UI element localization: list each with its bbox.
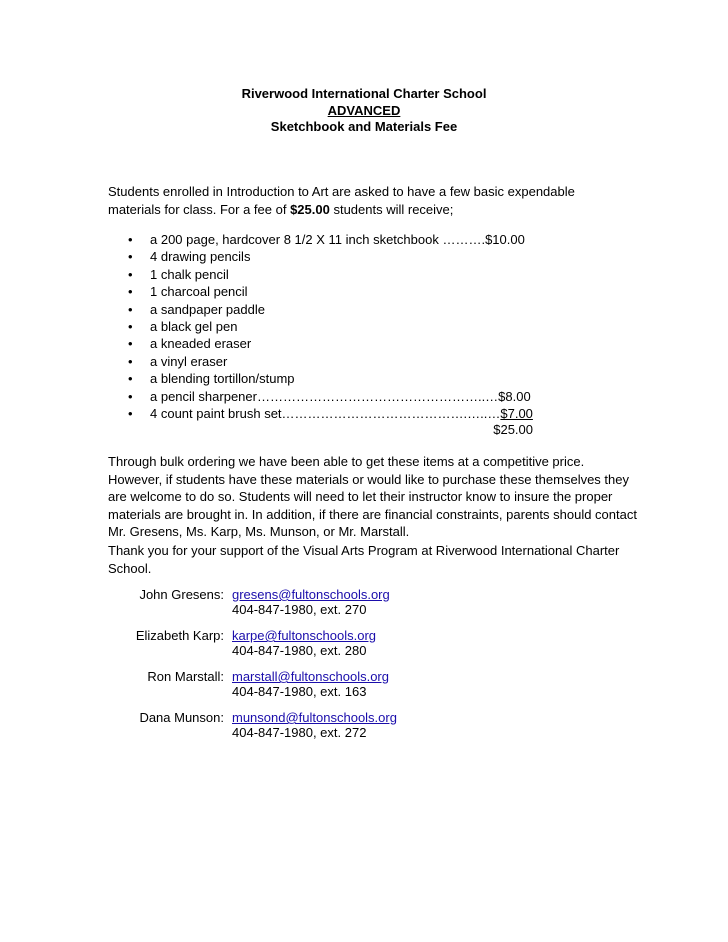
- list-item: [108, 318, 548, 335]
- document-header: [0, 86, 728, 136]
- item-text: a sandpaper paddle: [150, 301, 265, 317]
- bulk-order-paragraph: Through bulk ordering we have been able to get these items at a competitive price. However, if students have these materials or would like to purchase these themselves they are welcome to do so. Students will need to let their instructor know to insure the proper materials are brought in. In addition, if there are financial constraints, parents should contact Mr. Gresens, Ms. Karp, Ms. Munson, or Mr. Marstall.: [108, 454, 637, 539]
- contact-phone: 404-847-1980, ext. 163: [232, 684, 367, 699]
- bullet-icon: •: [128, 249, 133, 265]
- bullet-icon: •: [128, 266, 133, 282]
- list-item: [108, 283, 548, 300]
- list-item: [108, 388, 548, 405]
- item-text: a blending tortillon/stump: [150, 371, 295, 387]
- item-text: 1 charcoal pencil: [150, 284, 248, 300]
- bullet-icon: •: [128, 284, 133, 300]
- contact-name: Ron Marstall:: [147, 669, 224, 684]
- fee-title: Sketchbook and Materials Fee: [270, 119, 458, 134]
- list-item: [108, 370, 548, 387]
- item-text: 1 chalk pencil: [150, 266, 229, 282]
- bullet-icon: •: [128, 388, 133, 404]
- intro-text-after: students will receive;: [329, 201, 454, 217]
- materials-list: [108, 231, 548, 422]
- thanks-paragraph: Thank you for your support of the Visual Arts Program at Riverwood International Charter School.: [108, 543, 620, 576]
- list-item: [108, 405, 548, 422]
- item-price: $7.00: [500, 405, 533, 421]
- item-text: 4 drawing pencils: [150, 249, 251, 265]
- bullet-icon: •: [128, 353, 133, 369]
- list-item: [108, 231, 548, 248]
- intro-text-before: Students enrolled in Introduction to Art are asked to have a few basic expendable materials for class. For a fee of: [108, 184, 575, 217]
- school-name: Riverwood International Charter School: [241, 86, 487, 101]
- bullet-icon: •: [128, 405, 133, 421]
- contact-email-link[interactable]: gresens@fultonschools.org: [232, 587, 390, 602]
- fee-amount: $25.00: [290, 201, 330, 217]
- contact-phone: 404-847-1980, ext. 270: [232, 602, 367, 617]
- bullet-icon: •: [128, 318, 133, 334]
- level-title: ADVANCED: [327, 102, 401, 118]
- bullet-icon: •: [128, 232, 133, 247]
- total-amount: $25.00: [493, 422, 533, 437]
- contact-email-link[interactable]: munsond@fultonschools.org: [232, 710, 397, 725]
- item-text: a black gel pen: [150, 318, 238, 334]
- item-text: a vinyl eraser: [150, 353, 228, 369]
- list-item: [108, 335, 548, 352]
- contact-name: Elizabeth Karp:: [135, 628, 224, 643]
- bullet-icon: •: [128, 336, 133, 352]
- contact-email-link[interactable]: marstall@fultonschools.org: [232, 669, 389, 684]
- item-text: a pencil sharpener……………………………………………..…$8.00: [150, 388, 531, 404]
- list-item: [108, 301, 548, 318]
- bullet-icon: •: [128, 371, 133, 387]
- contact-phone: 404-847-1980, ext. 272: [232, 725, 367, 740]
- item-text: a 200 page, hardcover 8 1/2 X 11 inch sketchbook ……….$10.00: [150, 232, 525, 247]
- contact-name: John Gresens:: [139, 587, 224, 602]
- list-item: [108, 266, 548, 283]
- item-text: a kneaded eraser: [150, 336, 252, 352]
- contact-email-link[interactable]: karpe@fultonschools.org: [232, 628, 376, 643]
- item-text: 4 count paint brush set…………………………………….…..…: [150, 405, 501, 421]
- intro-paragraph: [108, 183, 628, 218]
- bullet-icon: •: [128, 301, 133, 317]
- contact-phone: 404-847-1980, ext. 280: [232, 643, 367, 658]
- list-item: [108, 248, 548, 265]
- list-item: [108, 353, 548, 370]
- contact-name: Dana Munson:: [139, 710, 224, 725]
